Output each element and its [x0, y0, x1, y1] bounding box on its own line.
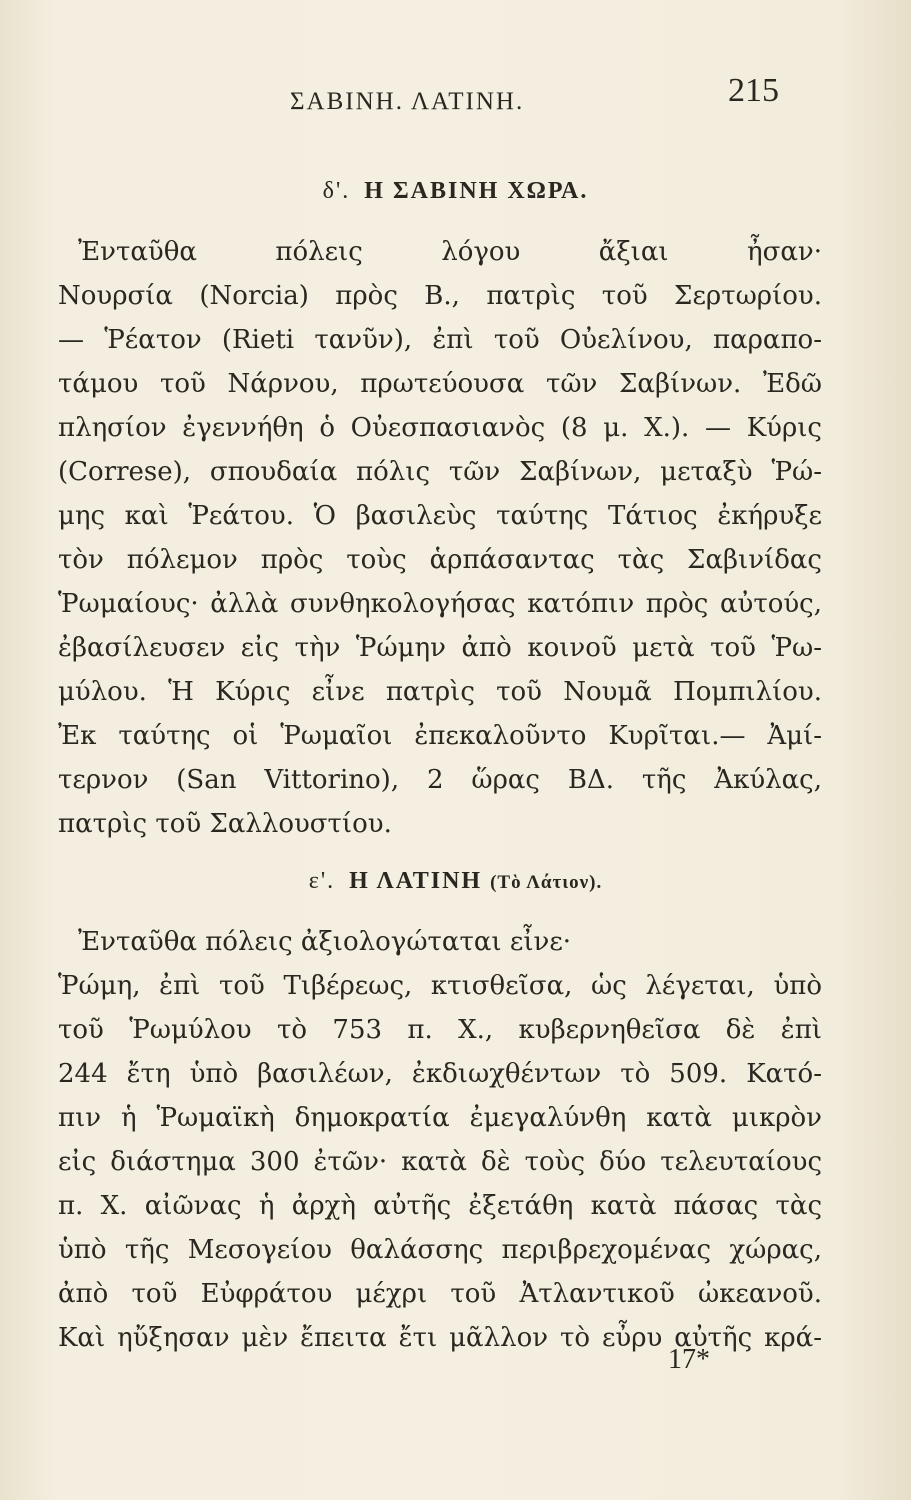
text-line: Ῥώμη, ἐπὶ τοῦ Τιβέρεως, κτισθεῖσα, ὡς λέγεται, ὑπὸ	[58, 971, 822, 1001]
section-title: Η ΛΑΤΙΝΗ	[349, 868, 483, 894]
section-body-latium	[58, 920, 822, 1360]
text-line: Καὶ ηὔξησαν μὲν ἔπειτα ἔτι μᾶλλον τὸ εὖρυ αὐτῆς κρά-	[58, 1323, 822, 1353]
section-heading-latium	[0, 868, 911, 895]
text-line: Ἐνταῦθα πόλεις ἀξιολογώταται εἶνε·	[78, 927, 572, 957]
signature-mark: 17*	[668, 1344, 710, 1375]
section-title: Η ΣΑΒΙΝΗ ΧΩΡΑ.	[364, 178, 589, 204]
text-line: — Ῥέατον (Rieti τανῦν), ἐπὶ τοῦ Οὐελίνου, παραπο-	[58, 325, 822, 355]
page-number: 215	[728, 72, 779, 109]
text-line: πλησίον ἐγεννήθη ὁ Οὐεσπασιανὸς (8 μ. Χ.). — Κύρις	[58, 413, 822, 443]
text-line: τάμου τοῦ Νάρνου, πρωτεύουσα τῶν Σαβίνων. Ἐδῶ	[58, 369, 822, 399]
text-line: 244 ἔτη ὑπὸ βασιλέων, ἐκδιωχθέντων τὸ 509. Κατό-	[58, 1059, 822, 1089]
text-line: πατρὶς τοῦ Σαλλουστίου.	[58, 809, 392, 839]
text-line: (Correse), σπουδαία πόλις τῶν Σαβίνων, μεταξὺ Ῥώ-	[58, 457, 822, 487]
section-number: ε'.	[308, 868, 336, 894]
section-body-sabine	[58, 230, 822, 846]
text-line: εἰς διάστημα 300 ἐτῶν· κατὰ δὲ τοὺς δύο τελευταίους	[58, 1147, 822, 1177]
section-heading-sabine	[0, 178, 911, 205]
text-line: Ῥωμαίους· ἀλλὰ συνθηκολογήσας κατόπιν πρὸς αὐτούς,	[58, 589, 822, 619]
text-line: τερνον (San Vittorino), 2 ὥρας ΒΔ. τῆς Ἀκύλας,	[58, 765, 822, 795]
text-line: τὸν πόλεμον πρὸς τοὺς ἁρπάσαντας τὰς Σαβινίδας	[58, 545, 822, 575]
text-line: μης καὶ Ῥεάτου. Ὁ βασιλεὺς ταύτης Τάτιος ἐκήρυξε	[58, 501, 822, 531]
text-line: πιν ἡ Ῥωμαϊκὴ δημοκρατία ἐμεγαλύνθη κατὰ μικρὸν	[58, 1103, 822, 1133]
text-line: Νουρσία (Norcia) πρὸς Β., πατρὶς τοῦ Σερτωρίου.	[58, 281, 822, 311]
text-line: ἐβασίλευσεν εἰς τὴν Ῥώμην ἀπὸ κοινοῦ μετὰ τοῦ Ῥω-	[58, 633, 822, 663]
text-line: Ἐκ ταύτης οἱ Ῥωμαῖοι ἐπεκαλοῦντο Κυρῖται.— Ἀμί-	[58, 721, 822, 751]
section-number: δ'.	[322, 178, 351, 204]
section-subtitle: (Τὸ Λάτιον).	[490, 872, 603, 893]
text-line: μύλου. Ἡ Κύρις εἶνε πατρὶς τοῦ Νουμᾶ Πομπιλίου.	[58, 677, 822, 707]
running-head: ΣΑΒΙΝΗ. ΛΑΤΙΝΗ.	[290, 88, 525, 115]
text-line: τοῦ Ῥωμύλου τὸ 753 π. Χ., κυβερνηθεῖσα δὲ ἐπὶ	[58, 1015, 822, 1045]
text-line: Ἐνταῦθα πόλεις λόγου ἄξιαι ἦσαν·	[78, 237, 822, 267]
text-line: π. Χ. αἰῶνας ἡ ἀρχὴ αὐτῆς ἐξετάθη κατὰ πάσας τὰς	[58, 1191, 822, 1221]
text-line: ὑπὸ τῆς Μεσογείου θαλάσσης περιβρεχομένας χώρας,	[58, 1235, 822, 1265]
text-line: ἀπὸ τοῦ Εὐφράτου μέχρι τοῦ Ἀτλαντικοῦ ὠκεανοῦ.	[58, 1279, 822, 1309]
